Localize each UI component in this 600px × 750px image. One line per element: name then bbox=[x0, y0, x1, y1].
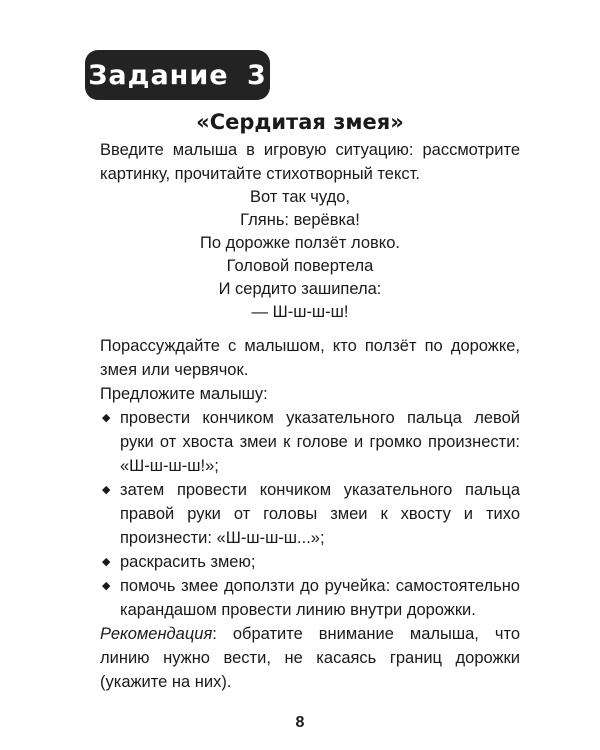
diamond-bullet-icon: ◆ bbox=[102, 580, 111, 592]
suggest-paragraph: Предложите малышу: bbox=[100, 385, 268, 403]
list-item bbox=[100, 550, 520, 574]
instructions bbox=[100, 334, 520, 694]
diamond-bullet-icon: ◆ bbox=[102, 556, 111, 568]
intro-text: Введите малыша в игровую ситуацию: рассмотрите картинку, прочитайте стихотворный текст. bbox=[100, 141, 520, 183]
poem-line: Вот так чудо, bbox=[250, 188, 350, 206]
poem-line: Глянь: верёвка! bbox=[240, 211, 360, 229]
poem-line: — Ш-ш-ш-ш! bbox=[251, 303, 349, 321]
list-item-text: помочь змее доползти до ручейка: самостоятельно карандашом провести линию внутри дорожки. bbox=[120, 577, 520, 619]
poem-line: По дорожке ползёт ловко. bbox=[200, 234, 400, 252]
recommendation-label: Рекомендация bbox=[100, 625, 213, 643]
bullet-list bbox=[100, 406, 520, 622]
diamond-bullet-icon: ◆ bbox=[102, 484, 111, 496]
list-item-text: раскрасить змею; bbox=[120, 553, 256, 571]
list-item bbox=[100, 406, 520, 478]
poem bbox=[0, 186, 600, 324]
recommendation-text: : обратите внимание малыша, что линию нужно вести, не касаясь границ дорожки (укажите на них). bbox=[100, 625, 520, 691]
poem-line: Головой повертела bbox=[226, 257, 374, 275]
list-item bbox=[100, 478, 520, 550]
list-item-text: затем провести кончиком указательного пальца правой руки от головы змеи к хвосту и тихо произнести: «Ш-ш-ш-ш...»; bbox=[120, 481, 520, 547]
intro-paragraph bbox=[100, 138, 520, 186]
discuss-paragraph: Порассуждайте с малышом, кто ползёт по дорожке, змея или червячок. bbox=[100, 337, 520, 379]
page-number: 8 bbox=[295, 714, 305, 731]
recommendation-paragraph bbox=[100, 622, 520, 694]
list-item-text: провести кончиком указательного пальца левой руки от хвоста змеи к голове и громко произнести: «Ш-ш-ш-ш!»; bbox=[120, 409, 520, 475]
task-label: Задание 3 bbox=[88, 59, 267, 91]
diamond-bullet-icon: ◆ bbox=[102, 412, 111, 424]
poem-line: И сердито зашипела: bbox=[218, 280, 382, 298]
list-item bbox=[100, 574, 520, 622]
task-badge bbox=[85, 50, 270, 100]
page-title: «Сердитая змея» bbox=[196, 110, 404, 134]
